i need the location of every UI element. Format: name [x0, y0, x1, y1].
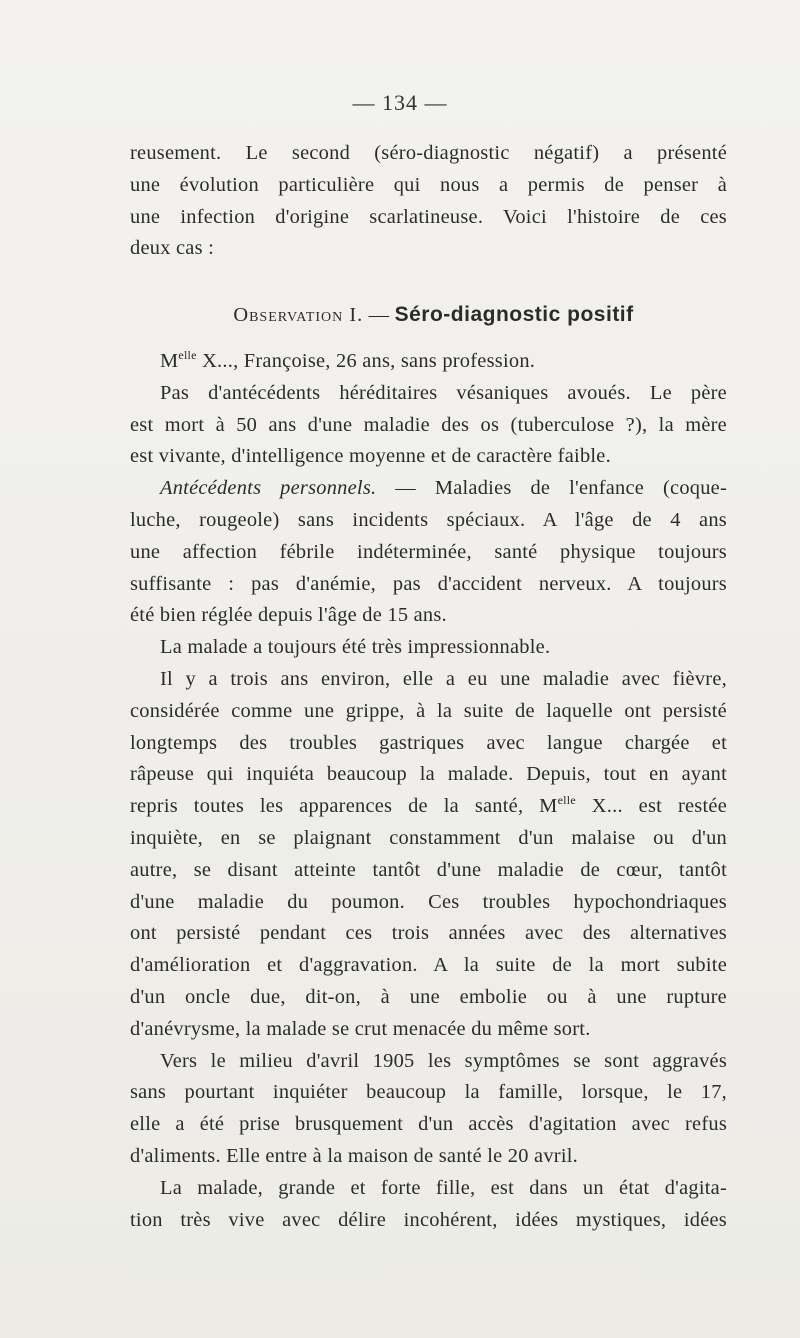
text-line: luche, rougeole) sans incidents spéciaux. A l'âge de 4 ans — [130, 508, 727, 531]
observation-dash: — — [368, 304, 390, 327]
text-line: suffisante : pas d'anémie, pas d'accident nerveux. A toujours — [130, 572, 727, 595]
antecedents-rest: — Maladies de l'enfance (coque- — [376, 477, 728, 500]
text-line: été bien réglée depuis l'âge de 15 ans. — [130, 604, 447, 627]
antecedents-label: Antécédents personnels. — [160, 477, 377, 500]
antecedents-line — [130, 473, 727, 505]
text-line: sans pourtant inquiéter beaucoup la famille, lorsque, le 17, — [130, 1081, 727, 1104]
text-line: La malade, grande et forte fille, est dans un état d'agita- — [160, 1176, 727, 1199]
text-line: reusement. Le second (séro-diagnostic négatif) a présenté — [130, 142, 727, 164]
text-line: considérée comme une grippe, à la suite de laquelle ont persisté — [130, 699, 727, 722]
text-line-with-sup — [130, 791, 727, 823]
text-line: d'aliments. Elle entre à la maison de santé le 20 avril. — [130, 1144, 578, 1167]
text-line: d'une maladie du poumon. Ces troubles hypochondriaques — [130, 890, 727, 913]
observation-title: Séro-diagnostic positif — [394, 303, 634, 327]
text-line: est vivante, d'intelligence moyenne et de caractère faible. — [130, 445, 611, 468]
observation-heading — [130, 299, 727, 332]
text-line: longtemps des troubles gastriques avec langue chargée et — [130, 731, 727, 754]
mid-prefix: repris toutes les apparences de la santé, M — [130, 795, 558, 818]
text-line: autre, se disant atteinte tantôt d'une maladie de cœur, tantôt — [130, 858, 727, 881]
text-line: ont persisté pendant ces trois années avec des alternatives — [130, 922, 727, 945]
observation-label: Observation I. — [233, 304, 364, 327]
mid-suffix: X... est restée — [575, 795, 727, 818]
text-line: La malade a toujours été très impressionnable. — [160, 636, 551, 659]
patient-sup: elle — [178, 348, 197, 363]
text-line: une infection d'origine scarlatineuse. Voici l'histoire de ces — [130, 205, 727, 228]
text-line: râpeuse qui inquiéta beaucoup la malade. Depuis, tout en ayant — [130, 763, 727, 786]
text-line: d'un oncle due, dit-on, à une embolie ou à une rupture — [130, 985, 727, 1008]
patient-line — [130, 346, 727, 378]
patient-prefix: M — [160, 349, 179, 372]
patient-rest: X..., Françoise, 26 ans, sans profession. — [196, 349, 536, 372]
text-line: une évolution particulière qui nous a permis de penser à — [130, 173, 727, 196]
text-line: d'amélioration et d'aggravation. A la suite de la mort subite — [130, 954, 727, 977]
text-line: Pas d'antécédents héréditaires vésaniques avoués. Le père — [160, 381, 727, 404]
text-line: tion très vive avec délire incohérent, idées mystiques, idées — [130, 1208, 727, 1231]
text-line: elle a été prise brusquement d'un accès d'agitation avec refus — [130, 1113, 727, 1136]
text-line: Il y a trois ans environ, elle a eu une maladie avec fièvre, — [160, 667, 727, 690]
text-line: une affection fébrile indéterminée, santé physique toujours — [130, 540, 727, 563]
text-line: deux cas : — [130, 237, 215, 260]
text-line: Vers le milieu d'avril 1905 les symptômes se sont aggravés — [160, 1049, 727, 1072]
mid-sup: elle — [557, 793, 576, 808]
text-line: d'anévrysme, la malade se crut menacée du même sort. — [130, 1017, 591, 1040]
page-number: — 134 — — [352, 90, 448, 115]
body-text — [130, 138, 727, 1236]
text-line: inquiète, en se plaignant constamment d'un malaise ou d'un — [130, 826, 727, 849]
text-line: est mort à 50 ans d'une maladie des os (tuberculose ?), la mère — [130, 413, 727, 436]
